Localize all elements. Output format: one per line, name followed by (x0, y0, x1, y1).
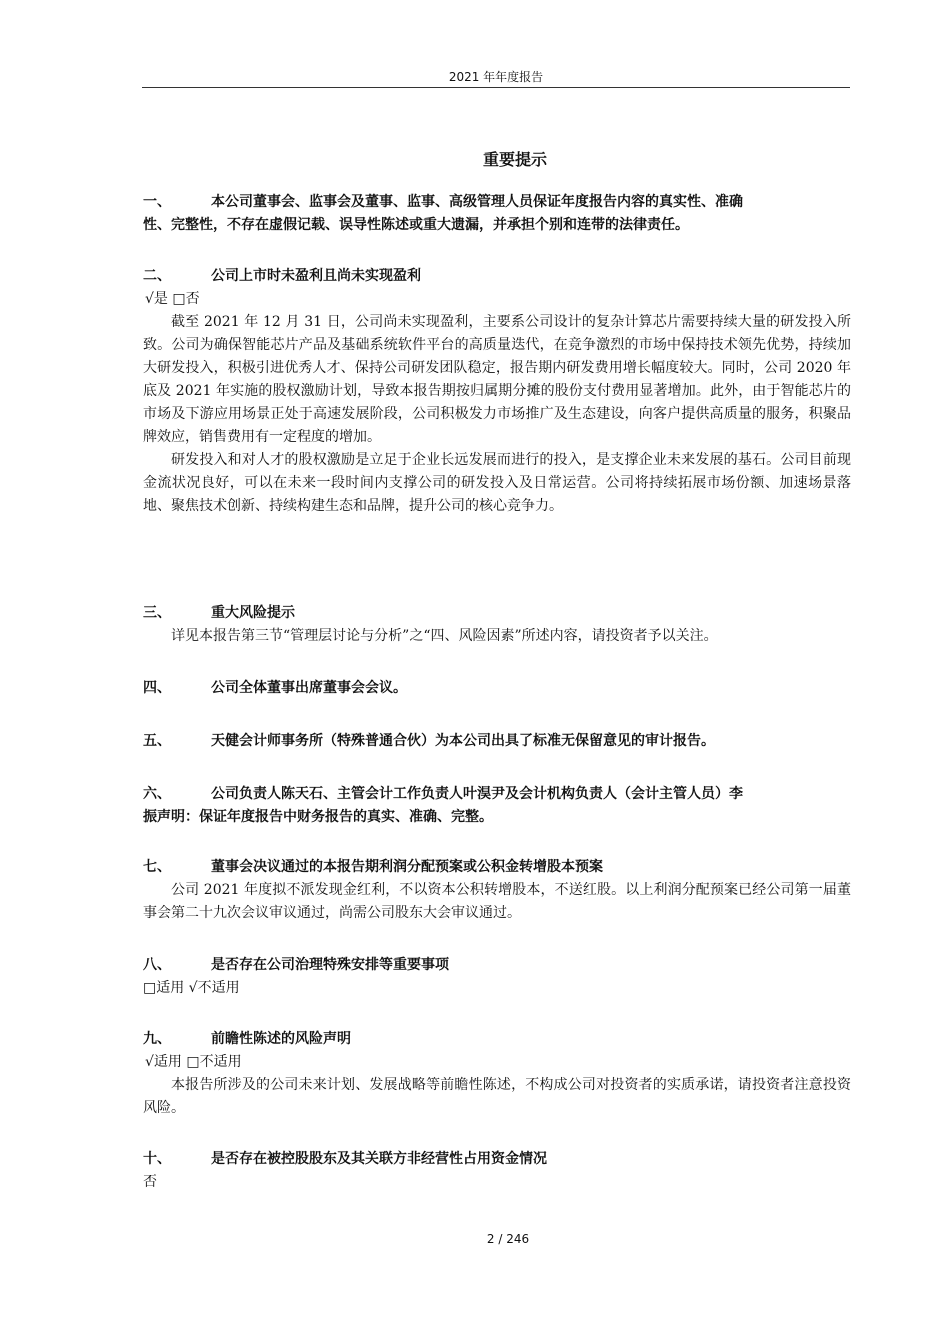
section-3-number: 三、 (143, 605, 171, 621)
section-2-paragraph-2: 研发投入和对人才的股权激励是立足于企业长远发展而进行的投入，是支撑企业未来发展的基石。公司目前现金流状况良好，可以在未来一段时间内支撑公司的研发投入及日常运营。公司将持续拓展市场份额、加速场景落地、聚焦技术创新、持续构建生态和品牌，提升公司的核心竞争力。 (143, 452, 851, 514)
section-7-title: 董事会决议通过的本报告期利润分配预案或公积金转增股本预案 (211, 859, 603, 875)
page-title: 重要提示 (482, 150, 547, 169)
section-2-number: 二、 (143, 268, 171, 284)
section-6-number: 六、 (143, 786, 171, 802)
section-8-option: □适用 √不适用 (143, 980, 240, 996)
section-4-title: 公司全体董事出席董事会会议。 (211, 680, 407, 696)
section-7 (143, 856, 851, 925)
section-6-text: 公司负责人陈天石、主管会计工作负责人叶淏尹及会计机构负责人（会计主管人员）李 (211, 786, 743, 802)
section-9-title: 前瞻性陈述的风险声明 (211, 1031, 351, 1047)
section-4 (143, 677, 851, 700)
section-1-text: 本公司董事会、监事会及董事、监事、高级管理人员保证年度报告内容的真实性、准确 (211, 194, 743, 210)
header-rule (142, 87, 850, 88)
section-10-title: 是否存在被控股股东及其关联方非经营性占用资金情况 (211, 1151, 547, 1167)
section-5-number: 五、 (143, 733, 171, 749)
section-2-title: 公司上市时未盈利且尚未实现盈利 (211, 268, 421, 284)
section-10 (143, 1148, 851, 1194)
section-1 (143, 191, 851, 237)
section-5-title: 天健会计师事务所（特殊普通合伙）为本公司出具了标准无保留意见的审计报告。 (211, 733, 715, 749)
page-number: 2 / 246 (486, 1232, 530, 1246)
section-10-number: 十、 (143, 1151, 171, 1167)
section-6 (143, 783, 851, 829)
section-3-title: 重大风险提示 (211, 605, 295, 621)
section-1-continuation: 性、完整性，不存在虚假记载、误导性陈述或重大遗漏，并承担个别和连带的法律责任。 (143, 217, 689, 233)
section-8-number: 八、 (143, 957, 171, 973)
section-7-number: 七、 (143, 859, 171, 875)
section-8 (143, 954, 851, 1000)
section-1-number: 一、 (143, 194, 171, 210)
section-2 (143, 265, 851, 518)
section-6-continuation: 振声明：保证年度报告中财务报告的真实、准确、完整。 (143, 809, 493, 825)
section-10-answer: 否 (143, 1174, 157, 1190)
section-4-number: 四、 (143, 680, 171, 696)
section-9-option: √适用 □不适用 (145, 1054, 242, 1070)
section-3 (143, 602, 851, 648)
section-2-option: √是 □否 (145, 291, 200, 307)
section-9-number: 九、 (143, 1031, 171, 1047)
section-2-paragraph-1: 截至 2021 年 12 月 31 日，公司尚未实现盈利，主要系公司设计的复杂计算芯片需要持续大量的研发投入所致。公司为确保智能芯片产品及基础系统软件平台的高质量迭代，在竞争激烈的市场中保持技术领先优势，持续加大研发投入，积极引进优秀人才、保持公司研发团队稳定，报告期内研发费用增长幅度较大。同时，公司 2020 年底及 2021 年实施的股权激励计划，导致本报告期按归属期分摊的股份支付费用显著增加。此外，由于智能芯片的市场及下游应用场景正处于高速发展阶段，公司积极发力市场推广及生态建设，向客户提供高质量的服务，积聚品牌效应，销售费用有一定程度的增加。 (143, 314, 851, 445)
section-3-paragraph: 详见本报告第三节“管理层讨论与分析”之“四、风险因素”所述内容，请投资者予以关注。 (171, 628, 718, 644)
page-header: 2021 年年度报告 (448, 70, 544, 84)
section-8-title: 是否存在公司治理特殊安排等重要事项 (211, 957, 449, 973)
section-5 (143, 730, 851, 753)
section-9 (143, 1028, 851, 1120)
section-9-paragraph: 本报告所涉及的公司未来计划、发展战略等前瞻性陈述，不构成公司对投资者的实质承诺，请投资者注意投资风险。 (143, 1077, 851, 1116)
section-7-paragraph: 公司 2021 年度拟不派发现金红利，不以资本公积转增股本，不送红股。以上利润分配预案已经公司第一届董事会第二十九次会议审议通过，尚需公司股东大会审议通过。 (143, 882, 851, 921)
